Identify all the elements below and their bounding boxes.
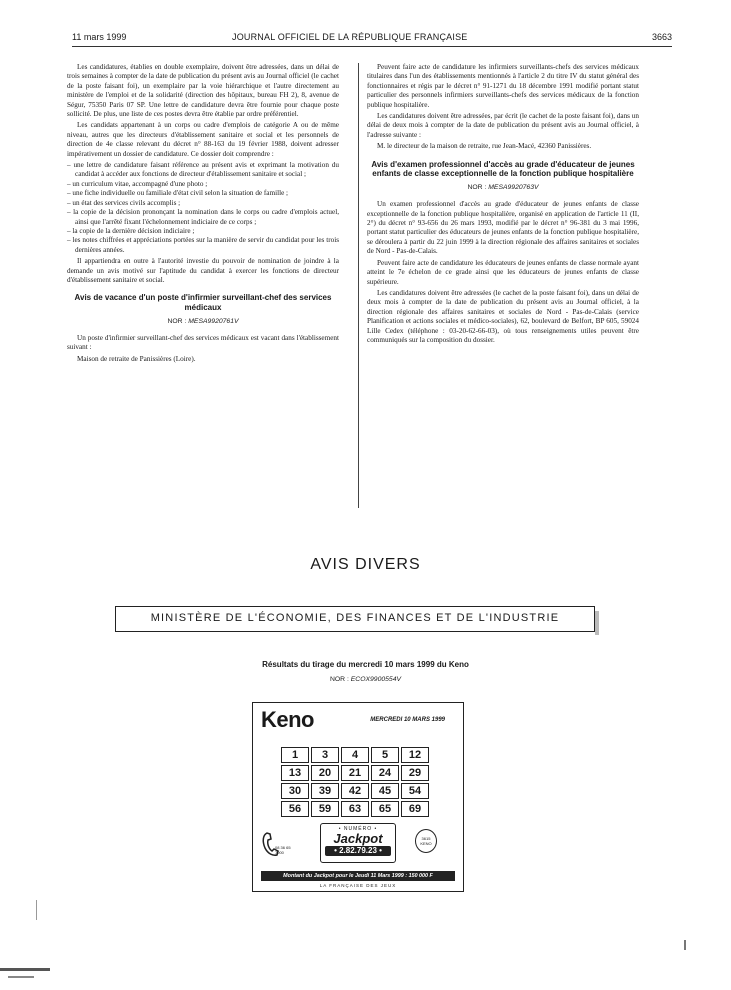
nor-label: NOR :: [467, 183, 487, 191]
phone-number: 08 36 65 7000: [275, 845, 291, 855]
keno-number-cell: 29: [401, 765, 429, 781]
list-item: – la copie de la dernière décision indiciaire ;: [67, 226, 195, 235]
keno-number-cell: 4: [341, 747, 369, 763]
nor-reference: [367, 183, 639, 192]
paragraph: Un poste d'infirmier surveillant-chef des services médicaux est vacant dans l'établissement suivant :: [67, 333, 339, 352]
paragraph: M. le directeur de la maison de retraite, rue Jean-Macé, 42360 Panissières.: [377, 142, 592, 151]
header-page-number: 3663: [651, 32, 672, 42]
keno-number-cell: 1: [281, 747, 309, 763]
left-column: [67, 63, 339, 366]
paragraph: Peuvent faire acte de candidature les éducateurs de jeunes enfants de classe normale ayant atteint le 7e échelon de ce grade ainsi que les éducateurs de jeunes enfants de classe supérieure.: [367, 258, 639, 286]
keno-number-cell: 42: [341, 783, 369, 799]
ticket-footer: LA FRANÇAISE DES JEUX: [319, 883, 397, 888]
keno-number-cell: 63: [341, 801, 369, 817]
scan-artifact: [0, 968, 50, 971]
jackpot-box: [320, 823, 396, 863]
scan-artifact: [684, 940, 686, 950]
section-title: Avis de vacance d'un poste d'infirmier surveillant-chef des services médicaux: [74, 293, 332, 312]
draw-date: MERCREDI 10 MARS 1999: [370, 717, 445, 723]
page-header: [72, 32, 672, 46]
jackpot-number: • 2.82.79.23 •: [325, 846, 391, 856]
ministry-heading: MINISTÈRE DE L'ÉCONOMIE, DES FINANCES ET DE L'INDUSTRIE: [115, 606, 595, 632]
header-rule: [72, 46, 672, 47]
keno-number-cell: 3: [311, 747, 339, 763]
list-item: – une lettre de candidature faisant référence au présent avis et exprimant la motivation du candidat à accéder aux fonctions de directeur d'établissement sanitaire et social ;: [67, 161, 339, 179]
keno-number-cell: 24: [371, 765, 399, 781]
right-column: [367, 63, 639, 347]
minitel-icon: 3615 KENO: [415, 829, 437, 853]
header-journal-title: JOURNAL OFFICIEL DE LA RÉPUBLIQUE FRANÇAISE: [232, 32, 468, 42]
keno-number-cell: 65: [371, 801, 399, 817]
paragraph: Les candidatures doivent être adressées (le cachet de la poste faisant foi), dans un délai de deux mois à compter de la date de publication du présent avis au Journal officiel, à la direction régionale des affaires sanitaires et sociales de Nord - Pas-de-Calais (service Planification et actions sociales et médico-sociales), 62, boulevard de Belfort, BP 605, 59024 Lille Cedex (téléphone : 03-20-62-66-03), où tous renseignements utiles peuvent être communiqués sur la composition du dossier.: [367, 288, 639, 344]
nor-reference: [0, 676, 731, 683]
avis-divers-heading: AVIS DIVERS: [310, 556, 421, 573]
nor-reference: [67, 317, 339, 326]
paragraph: Les candidatures, établies en double exemplaire, doivent être adressées, dans un délai de trois semaines à compter de la date de publication du présent avis au Journal officiel (le cachet de la poste faisant foi), un exemplaire par la voie hiérarchique et l'autre directement au ministère de l'emploi et de la solidarité (direction des hôpitaux, bureau FH 2), 8, avenue de Ségur, 75350 Paris 07 SP. Une lettre de candidature devra être fournie pour chaque poste sollicité. De plus, une liste de ces postes devra être établie par ordre préférentiel.: [67, 63, 339, 119]
keno-number-cell: 54: [401, 783, 429, 799]
nor-label: NOR :: [167, 317, 187, 325]
nor-code: MESA9920761V: [188, 317, 239, 325]
section-title: Avis d'examen professionnel d'accès au grade d'éducateur de jeunes enfants de classe exceptionnelle de la fonction publique hospitalière: [371, 159, 635, 179]
paragraph: Les candidats appartenant à un corps ou cadre d'emplois de catégorie A ou de même niveau, autres que les directeurs d'établissement sanitaire et social et les personnels de direction de 4e classe relevant du décret n° 88-163 du 19 février 1988, doivent adresser impérativement un dossier de candidature. Ce dossier doit comprendre :: [67, 121, 339, 158]
nor-label: NOR :: [329, 676, 349, 683]
nor-code: MESA9920763V: [488, 183, 539, 191]
column-divider: [358, 63, 359, 508]
keno-number-cell: 56: [281, 801, 309, 817]
paragraph: Peuvent faire acte de candidature les infirmiers surveillants-chefs des services médicaux titulaires dans l'un des établissements mentionnés à l'article 2 du titre IV du statut général des fonctionnaires et régis par le décret n° 91-1271 du 18 décembre 1991 modifié portant statut particulier des personnels infirmiers surveillants-chefs des services médicaux de la fonction publique hospitalière.: [367, 63, 639, 109]
document-list: [67, 161, 339, 255]
list-item: – un état des services civils accomplis ;: [67, 198, 181, 207]
keno-results-title: Résultats du tirage du mercredi 10 mars 1999 du Keno: [262, 660, 469, 669]
jackpot-label: • NUMÉRO •: [338, 826, 378, 832]
nor-code: ECOX9900554V: [350, 676, 402, 683]
list-item: – les notes chiffrées et appréciations portées sur la manière de servir du candidat pour les trois dernières années.: [67, 236, 339, 254]
scan-artifact: [36, 900, 37, 920]
keno-number-cell: 39: [311, 783, 339, 799]
keno-ticket: [252, 702, 464, 892]
numbers-grid: [281, 747, 433, 817]
keno-number-cell: 5: [371, 747, 399, 763]
keno-number-cell: 45: [371, 783, 399, 799]
list-item: – une fiche individuelle ou familiale d'état civil selon la situation de famille ;: [67, 189, 289, 198]
paragraph: Les candidatures doivent être adressées, par écrit (le cachet de la poste faisant foi), dans un délai de deux mois à compter de la date de publication du présent avis au Journal officiel, à l'adresse suivante :: [367, 112, 639, 139]
keno-number-cell: 13: [281, 765, 309, 781]
paragraph: Un examen professionnel d'accès au grade d'éducateur de jeunes enfants de classe exceptionnelle de la fonction publique hospitalière, organisé en application de l'article 11 (II, 2°) du décret n° 93-656 du 26 mars 1993, modifié par le décret n° 96-381 du 3 mai 1996, portant statut particulier des éducateurs de jeunes enfants de la fonction publique hospitalière, se déroulera à partir du 22 juin 1999 à la direction régionale des affaires sanitaires et sociales de Nord - Pas-de-Calais.: [367, 200, 639, 256]
keno-number-cell: 69: [401, 801, 429, 817]
paragraph: Maison de retraite de Panissières (Loire).: [77, 354, 196, 363]
keno-number-cell: 21: [341, 765, 369, 781]
header-date: 11 mars 1999: [72, 32, 127, 42]
jackpot-word: Jackpot: [333, 831, 383, 846]
keno-number-cell: 12: [401, 747, 429, 763]
paragraph: Il appartiendra en outre à l'autorité investie du pouvoir de nomination de joindre à la demande un avis motivé sur l'aptitude du candidat à exercer les fonctions de directeur d'établissement sanitaire et social.: [67, 257, 339, 284]
keno-number-cell: 20: [311, 765, 339, 781]
keno-number-cell: 30: [281, 783, 309, 799]
list-item: – la copie de la décision prononçant la nomination dans le corps ou cadre d'emplois actuel, ainsi que l'arrêté fixant l'échelonnement indiciaire de ce corps ;: [67, 208, 339, 226]
scan-artifact: [8, 976, 34, 978]
keno-logo: Keno: [261, 707, 314, 732]
list-item: – un curriculum vitae, accompagné d'une photo ;: [67, 179, 208, 188]
jackpot-amount-band: Montant du Jackpot pour le Jeudi 11 Mars 1999 : 150 000 F: [261, 871, 455, 881]
keno-number-cell: 59: [311, 801, 339, 817]
